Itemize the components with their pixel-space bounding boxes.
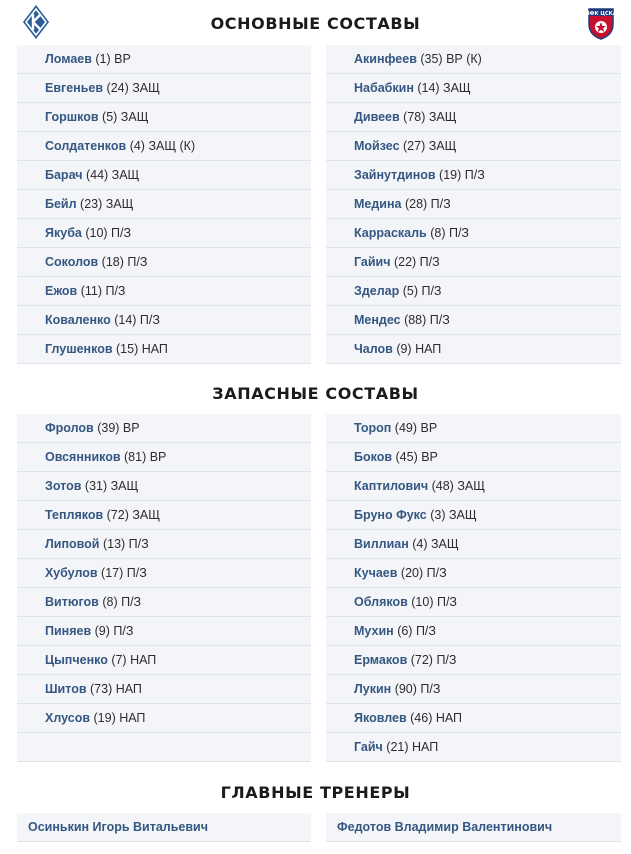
player-name[interactable]: Лукин <box>354 682 392 696</box>
player-name[interactable]: Карраскаль <box>354 226 427 240</box>
player-name[interactable]: Липовой <box>45 537 100 551</box>
player-row <box>17 219 311 248</box>
svg-text:ПФК ЦСКА: ПФК ЦСКА <box>585 11 617 17</box>
player-row <box>326 74 621 103</box>
player-number-position: (22) П/З <box>390 255 440 269</box>
player-row <box>326 306 621 335</box>
player-number-position: (35) ВР (К) <box>416 52 482 66</box>
player-name[interactable]: Дивеев <box>354 110 400 124</box>
player-number-position: (20) П/З <box>397 566 447 580</box>
player-row <box>326 646 621 675</box>
substitutes-title: ЗАПАСНЫЕ СОСТАВЫ <box>212 384 419 403</box>
player-number-position: (45) ВР <box>392 450 438 464</box>
player-number-position: (72) П/З <box>407 653 457 667</box>
player-name[interactable]: Ежов <box>45 284 78 298</box>
player-row <box>17 277 311 306</box>
player-row <box>17 335 311 364</box>
player-name[interactable]: Хубулов <box>45 566 98 580</box>
player-row <box>17 733 311 762</box>
player-number-position: (72) ЗАЩ <box>103 508 160 522</box>
player-number-position: (73) НАП <box>86 682 142 696</box>
player-number-position: (4) ЗАЩ (К) <box>126 139 196 153</box>
player-row <box>17 704 311 733</box>
player-row <box>326 733 621 762</box>
coach-home <box>17 813 311 842</box>
player-row <box>326 161 621 190</box>
player-number-position: (24) ЗАЩ <box>103 81 160 95</box>
player-row <box>326 248 621 277</box>
player-name[interactable]: Тороп <box>354 421 392 435</box>
player-name[interactable]: Мендес <box>354 313 401 327</box>
player-number-position: (31) ЗАЩ <box>81 479 139 493</box>
player-row <box>326 472 621 501</box>
player-number-position: (8) П/З <box>426 226 469 240</box>
starting-away-list <box>326 45 621 364</box>
player-name[interactable]: Бруно Фукс <box>354 508 427 522</box>
player-name[interactable]: Солдатенков <box>45 139 127 153</box>
player-row <box>326 277 621 306</box>
player-name[interactable]: Мойзес <box>354 139 400 153</box>
subs-home-list <box>17 414 311 762</box>
player-name[interactable]: Ермаков <box>354 653 408 667</box>
coach-away <box>326 813 621 842</box>
player-row <box>17 443 311 472</box>
player-number-position: (81) ВР <box>120 450 167 464</box>
player-row <box>326 704 621 733</box>
player-name[interactable]: Зайнутдинов <box>354 168 436 182</box>
player-row <box>326 45 621 74</box>
player-row <box>326 530 621 559</box>
player-name[interactable]: Барач <box>45 168 83 182</box>
player-name[interactable]: Фролов <box>45 421 94 435</box>
player-row <box>326 501 621 530</box>
player-row <box>17 161 311 190</box>
player-name[interactable]: Каптилович <box>354 479 429 493</box>
player-number-position: (27) ЗАЩ <box>399 139 457 153</box>
player-number-position: (88) П/З <box>400 313 450 327</box>
player-name[interactable]: Хлусов <box>45 711 91 725</box>
player-number-position: (39) ВР <box>93 421 140 435</box>
player-row <box>326 190 621 219</box>
player-name[interactable]: Кучаев <box>354 566 398 580</box>
player-row <box>326 617 621 646</box>
player-name[interactable]: Ломаев <box>45 52 92 66</box>
player-row <box>17 646 311 675</box>
player-number-position: (14) ЗАЩ <box>413 81 471 95</box>
player-name[interactable]: Горшков <box>45 110 99 124</box>
player-row <box>326 443 621 472</box>
player-row <box>17 45 311 74</box>
player-row <box>17 74 311 103</box>
player-row <box>17 306 311 335</box>
player-row <box>17 588 311 617</box>
player-row <box>17 530 311 559</box>
player-number-position: (21) НАП <box>382 740 439 754</box>
player-name[interactable]: Мухин <box>354 624 394 638</box>
player-name[interactable]: Яковлев <box>354 711 407 725</box>
player-number-position: (23) ЗАЩ <box>76 197 134 211</box>
player-name[interactable]: Бейл <box>45 197 77 211</box>
player-number-position: (7) НАП <box>107 653 157 667</box>
player-number-position: (15) НАП <box>112 342 168 356</box>
player-number-position: (13) П/З <box>99 537 149 551</box>
player-number-position: (10) П/З <box>81 226 132 240</box>
player-name[interactable]: Медина <box>354 197 402 211</box>
player-row <box>17 190 311 219</box>
player-row <box>326 132 621 161</box>
player-name[interactable]: Тепляков <box>45 508 104 522</box>
player-number-position: (8) П/З <box>98 595 142 609</box>
player-row <box>17 248 311 277</box>
player-row <box>326 675 621 704</box>
player-number-position: (10) П/З <box>407 595 457 609</box>
player-name[interactable]: Витюгов <box>45 595 99 609</box>
player-row <box>17 103 311 132</box>
player-number-position: (6) П/З <box>393 624 436 638</box>
player-row <box>17 472 311 501</box>
player-name[interactable]: Боков <box>354 450 393 464</box>
head-coaches-title: ГЛАВНЫЕ ТРЕНЕРЫ <box>220 783 411 802</box>
player-row <box>17 617 311 646</box>
player-number-position: (90) П/З <box>391 682 441 696</box>
player-row <box>326 335 621 364</box>
player-row <box>326 414 621 443</box>
coach-home-row <box>17 813 311 842</box>
player-name[interactable]: Шитов <box>45 682 87 696</box>
player-number-position: (4) ЗАЩ <box>408 537 459 551</box>
player-number-position: (5) ЗАЩ <box>98 110 149 124</box>
player-name[interactable]: Чалов <box>354 342 393 356</box>
player-number-position: (78) ЗАЩ <box>399 110 457 124</box>
player-row <box>17 559 311 588</box>
player-row <box>17 132 311 161</box>
player-name[interactable]: Зделар <box>354 284 400 298</box>
player-number-position: (19) НАП <box>90 711 146 725</box>
player-name[interactable]: Глушенков <box>45 342 113 356</box>
player-name[interactable]: Акинфеев <box>354 52 417 66</box>
player-number-position: (1) ВР <box>91 52 131 66</box>
player-name[interactable]: Обляков <box>354 595 408 609</box>
player-number-position: (17) П/З <box>97 566 147 580</box>
player-number-position: (9) НАП <box>392 342 442 356</box>
player-name[interactable]: Евгеньев <box>45 81 104 95</box>
coach-away-row <box>326 813 621 842</box>
player-name[interactable]: Зотов <box>45 479 82 493</box>
player-row <box>326 559 621 588</box>
player-number-position: (48) ЗАЩ <box>428 479 485 493</box>
player-row <box>17 414 311 443</box>
player-number-position: (19) П/З <box>435 168 485 182</box>
player-name[interactable]: Виллиан <box>354 537 409 551</box>
player-name[interactable]: Гайич <box>354 255 391 269</box>
player-row <box>17 675 311 704</box>
coach-away-name[interactable]: Федотов Владимир Валентинович <box>337 820 553 834</box>
player-number-position: (28) П/З <box>401 197 451 211</box>
player-name[interactable]: Гайч <box>354 740 383 754</box>
player-number-position: (44) ЗАЩ <box>82 168 140 182</box>
player-name[interactable]: Пиняев <box>45 624 92 638</box>
player-name[interactable]: Соколов <box>45 255 99 269</box>
player-name[interactable]: Цыпченко <box>45 653 108 667</box>
player-number-position: (11) П/З <box>77 284 126 298</box>
coach-home-name[interactable]: Осинькин Игорь Витальевич <box>28 820 208 834</box>
player-name[interactable]: Овсянников <box>45 450 121 464</box>
player-name[interactable]: Якуба <box>45 226 82 240</box>
player-number-position: (3) ЗАЩ <box>426 508 477 522</box>
player-number-position: (18) П/З <box>98 255 148 269</box>
player-number-position: (14) П/З <box>110 313 160 327</box>
player-name[interactable]: Набабкин <box>354 81 414 95</box>
subs-away-list <box>326 414 621 762</box>
player-number-position: (5) П/З <box>399 284 442 298</box>
player-number-position: (9) П/З <box>91 624 134 638</box>
player-row <box>326 588 621 617</box>
player-row <box>326 103 621 132</box>
player-row <box>326 219 621 248</box>
player-row <box>17 501 311 530</box>
player-number-position: (46) НАП <box>406 711 463 725</box>
starting-lineups-title: ОСНОВНЫЕ СОСТАВЫ <box>210 14 421 33</box>
player-number-position: (49) ВР <box>391 421 438 435</box>
player-name[interactable]: Коваленко <box>45 313 111 327</box>
starting-home-list <box>17 45 311 364</box>
